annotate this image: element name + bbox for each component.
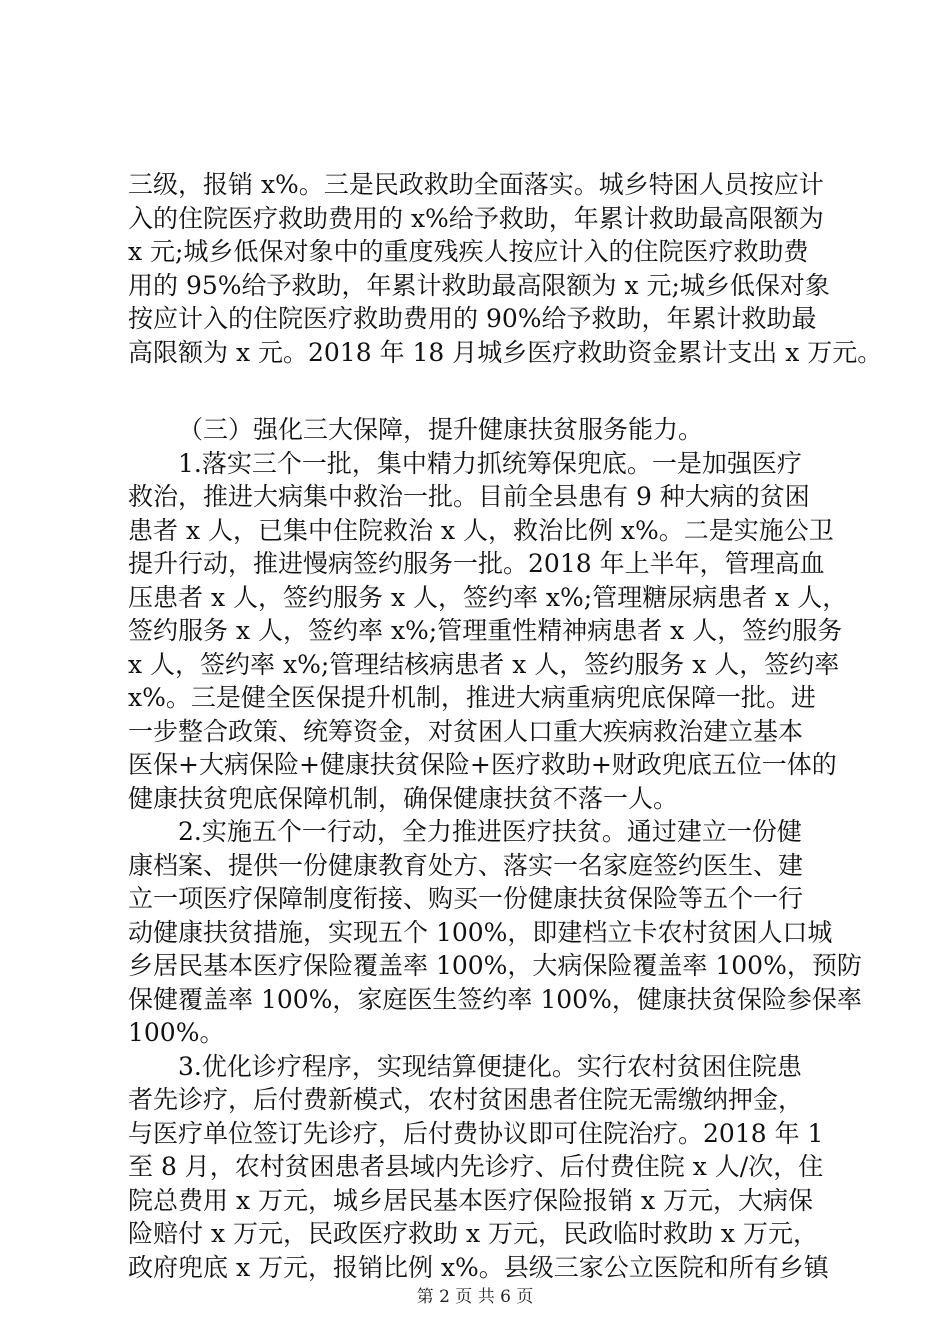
paragraph [128,815,862,1050]
text-line: 政府兜底 x 万元，报销比例 x%。县级三家公立医院和所有乡镇 [128,1252,829,1282]
text-line: （三）强化三大保障，提升健康扶贫服务能力。 [178,415,704,444]
text-line: 入的住院医疗救助费用的 x%给予救助，年累计救助最高限额为 [128,203,824,233]
text-line: 三级，报销 x%。三是民政救助全面落实。城乡特困人员按应计 [128,170,824,199]
paragraph [128,413,838,447]
text-line: 100%。 [128,1018,225,1047]
text-line: 救治，推进大病集中救治一批。目前全县患有 9 种大病的贫困 [128,482,810,511]
page-footer: 第 2 页 共 6 页 [416,1287,534,1307]
text-line: 至 8 月，农村贫困患者县域内先诊疗、后付费住院 x 人/次，住 [128,1152,824,1181]
text-line: 险赔付 x 万元，民政医疗救助 x 万元，民政临时救助 x 万元， [128,1219,818,1248]
text-line: x 元;城乡低保对象中的重度残疾人按应计入的住院医疗救助费 [128,237,809,266]
text-line: 动健康扶贫措施，实现五个 100%，即建档立卡农村贫困人口城 [128,917,833,947]
document-body [128,168,883,1284]
text-line: 高限额为 x 元。2018 年 18 月城乡医疗救助资金累计支出 x 万元。 [128,337,883,367]
text-line: 健康扶贫兜底保障机制，确保健康扶贫不落一人。 [128,783,679,813]
text-line: 康档案、提供一份健康教育处方、落实一名家庭签约医生、建 [128,850,804,880]
text-line: 一步整合政策、统筹资金，对贫困人口重大疾病救治建立基本 [128,716,804,746]
text-line: 医保+大病保险+健康扶贫保险+医疗救助+财政兜底五位一体的 [128,750,837,779]
text-line: 保健覆盖率 100%，家庭医生签约率 100%，健康扶贫保险参保率 [128,984,862,1014]
text-line: 与医疗单位签订先诊疗，后付费协议即可住院治疗。2018 年 1 [128,1118,824,1148]
text-line: 按应计入的住院医疗救助费用的 90%给予救助，年累计救助最 [128,304,817,333]
text-line: x%。三是健全医保提升机制，推进大病重病兜底保障一批。进 [128,683,816,712]
text-line: x 人，签约率 x%;管理结核病患者 x 人，签约服务 x 人，签约率 [128,649,840,679]
paragraph [128,1050,838,1285]
paragraph [128,168,883,369]
text-line: 院总费用 x 万元，城乡居民基本医疗保险报销 x 万元，大病保 [128,1185,813,1215]
text-line: 签约服务 x 人，签约率 x%;管理重性精神病患者 x 人，签约服务 [128,616,843,645]
text-line: 者先诊疗，后付费新模式，农村贫困患者住院无需缴纳押金， [128,1085,804,1114]
text-line: 2.实施五个一行动，全力推进医疗扶贫。通过建立一份健 [178,817,802,846]
paragraph [128,447,848,816]
text-line: 用的 95%给予救助，年累计救助最高限额为 x 元;城乡低保对象 [128,270,830,300]
text-line: 1.落实三个一批，集中精力抓统筹保兜底。一是加强医疗 [178,448,802,478]
text-line: 3.优化诊疗程序，实现结算便捷化。实行农村贫困住院患 [178,1051,802,1081]
text-line: 立一项医疗保障制度衔接、购买一份健康扶贫保险等五个一行 [128,884,804,913]
text-line: 患者 x 人，已集中住院救治 x 人，救治比例 x%。二是实施公卫 [128,515,834,545]
paragraph-gap [128,369,838,413]
text-line: 压患者 x 人，签约服务 x 人，签约率 x%;管理糖尿病患者 x 人， [128,582,848,612]
text-line: 乡居民基本医疗保险覆盖率 100%，大病保险覆盖率 100%，预防 [128,951,862,980]
text-line: 提升行动，推进慢病签约服务一批。2018 年上半年，管理高血 [128,549,825,578]
